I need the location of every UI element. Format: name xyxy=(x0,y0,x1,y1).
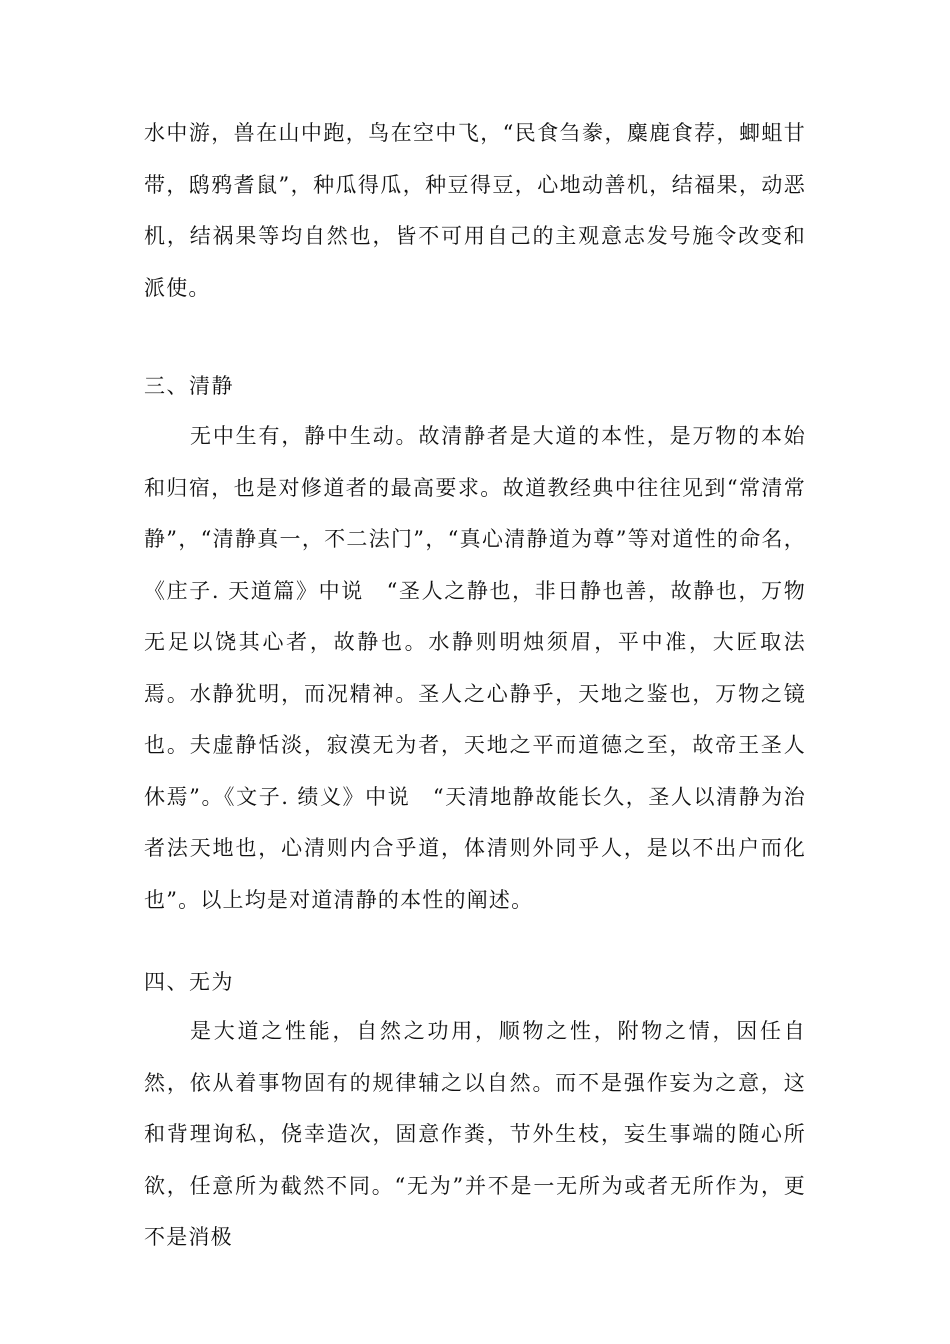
section-heading-wuwei: 四、无为 xyxy=(144,970,234,994)
section-body-wuwei: 是大道之性能，自然之功用，顺物之性，附物之情，因任自然，依从着事物固有的规律辅之以自然。而不是强作妄为之意，这和背理询私，侥幸造次，固意作粪，节外生枝，妄生事端的随心所欲，任意所为截然不同。“无为”并不是一无所为或者无所作为，更不是消极 xyxy=(144,1019,806,1249)
section-body-qingjing: 无中生有，静中生动。故清静者是大道的本性，是万物的本始和归宿，也是对修道者的最高要求。故道教经典中往往见到“常清常静”，“清静真一，不二法门”，“真心清静道为尊”等对道性的命名，《庄子. 天道篇》中说 “圣人之静也，非日静也善，故静也，万物无足以饶其心者，故静也。水静则明烛须眉，平中准，大匠取法焉。水静犹明，而况精神。圣人之心静乎，天地之鉴也，万物之镜也。夫虚静恬淡，寂漠无为者，天地之平而道德之至，故帝王圣人休焉”。《文子. 绩义》中说 “天清地静故能长久，圣人以清静为治者法天地也，心清则内合乎道，体清则外同乎人，是以不出户而化也”。以上均是对道清静的本性的阐述。 xyxy=(144,424,806,912)
continued-paragraph: 水中游，兽在山中跑，鸟在空中飞，“民食刍豢，麋鹿食荐，蝍蛆甘带，鸱鸦耆鼠”，种瓜得瓜，种豆得豆，心地动善机，结福果，动恶机，结祸果等均自然也，皆不可用自己的主观意志发号施令改变和派使。 xyxy=(144,121,806,300)
section-heading-qingjing: 三、清静 xyxy=(144,374,234,398)
